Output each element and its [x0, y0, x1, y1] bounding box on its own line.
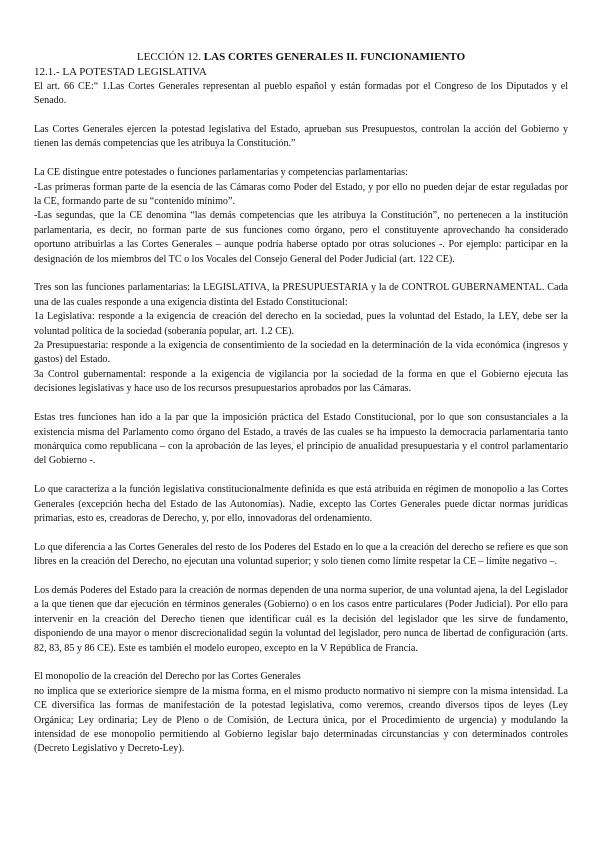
paragraph: 3a Control gubernamental: responde a la exigencia de vigilancia por la sociedad de la forma en que el Gobierno ejecuta las decisiones legislativas y hace uso de los recursos presupuestarios aprobados por las Cámaras. [34, 368, 568, 395]
paragraph: 1a Legislativa: responde a la exigencia de creación del derecho en la sociedad, pues la voluntad del Estado, la LEY, debe ser la voluntad política de la sociedad (soberanía popular, art. 1.2 CE). [34, 311, 568, 337]
paragraph: Tres son las funciones parlamentarias: la LEGISLATIVA, la PRESUPUESTARIA y la de CONTROL GUBERNAMENTAL. Cada una de las cuales responde a una exigencia distinta del Estado Constitucional: [34, 282, 568, 308]
paragraph: no implica que se exteriorice siempre de la misma forma, en el mismo producto normativo ni siempre con la misma intensidad. La CE diversifica las formas de manifestación de la potestad legislativa, como veremos, creando diversos tipos de leyes (Ley Orgánica; Ley ordinaria; Ley de Pleno o de Comisión, de Lectura única, por el Procedimiento de urgencia) y modulando la intensidad de ese monopolio permitiendo al Gobierno legislar bajo determinadas circunstancias y con determinados controles (Decreto Legislativo y Decreto-Ley). [34, 685, 568, 755]
paragraph: Lo que caracteriza a la función legislativa constitucionalmente definida es que está atribuida en régimen de monopolio a las Cortes Generales (excepción hecha del Estado de las Autonomías). Nadie, excepto las Cortes Generales puede dictar normas jurídicas primarias, esto es, creadoras de Derecho, y, por ello, innovadoras del ordenamiento. [34, 484, 568, 524]
lesson-title [34, 50, 568, 64]
paragraph: Estas tres funciones han ido a la par que la imposición práctica del Estado Constitucional, por lo que son consustanciales a la existencia misma del Parlamento como órgano del Estado, a través de las cuales se ha impuesto la democracia parlamentaria tanto monárquica como republicana – con la aprobación de las leyes, el principio de anualidad presupuestaria y el control parlamentario del Gobierno -. [34, 412, 568, 467]
paragraph: -Las primeras forman parte de la esencia de las Cámaras como Poder del Estado, y por ello no pueden dejar de estar reguladas por la CE, formando parte de su “contenido mínimo”. [34, 181, 568, 208]
lesson-title-prefix: LECCIÓN 12. [136, 51, 202, 63]
paragraph: 2a Presupuestaria: responde a la exigencia de consentimiento de la sociedad en la determinación de la vida económica (ingresos y gastos) del Estado. [34, 340, 568, 366]
paragraph: Lo que diferencia a las Cortes Generales del resto de los Poderes del Estado en lo que a la creación del derecho se refiere es que son libres en la creación del Derecho, no ejecutan una voluntad superior; y solo tienen como límite respetar la CE – límite negativo –. [34, 541, 568, 568]
paragraph: El art. 66 CE:“ 1.Las Cortes Generales representan al pueblo español y están formadas por el Congreso de los Diputados y el Senado. [34, 80, 568, 107]
subheading: El monopolio de la creación del Derecho por las Cortes Generales [34, 671, 301, 683]
paragraph: La CE distingue entre potestades o funciones parlamentarias y competencias parlamentarias: [34, 167, 408, 179]
paragraph: Los demás Poderes del Estado para la creación de normas dependen de una norma superior, de una voluntad ajena, la del Legislador a la que tienen que dar ejecución en términos generales (Gobierno) o en los casos entre particulares (Poder Judicial). Por ello para intervenir en la creación del Derecho tienen que identificar cuál es la decisión del legislador que les sirve de fundamento, disponiendo de una mayor o menor discrecionalidad según la voluntad del legislador, pero nunca de libertad de configuración (arts. 82, 83, 85 y 86 CE). Este es también el modelo europeo, excepto en la V República de Francia. [34, 584, 568, 654]
paragraph: Las Cortes Generales ejercen la potestad legislativa del Estado, aprueban sus Presupuestos, controlan la acción del Gobierno y tienen las demás competencias que les atribuya la Constitución.” [34, 124, 568, 150]
lesson-title-bold: LAS CORTES GENERALES II. FUNCIONAMIENTO [203, 51, 466, 63]
document-page [34, 50, 568, 757]
paragraph: -Las segundas, que la CE denomina “las demás competencias que les atribuya la Constitución”, no pertenecen a la institución parlamentaria, es decir, no forman parte de sus funciones como órgano, pero el constituyente aprovechando ha considerado oportuno atribuirlas a las Cortes Generales – aunque podría haberse optado por otras soluciones -. Por ejemplo: participar en la designación de los miembros del TC o los Vocales del Consejo General del Poder Judicial (art. 122 CE). [34, 210, 568, 265]
section-heading: 12.1.- LA POTESTAD LEGISLATIVA [34, 66, 207, 79]
